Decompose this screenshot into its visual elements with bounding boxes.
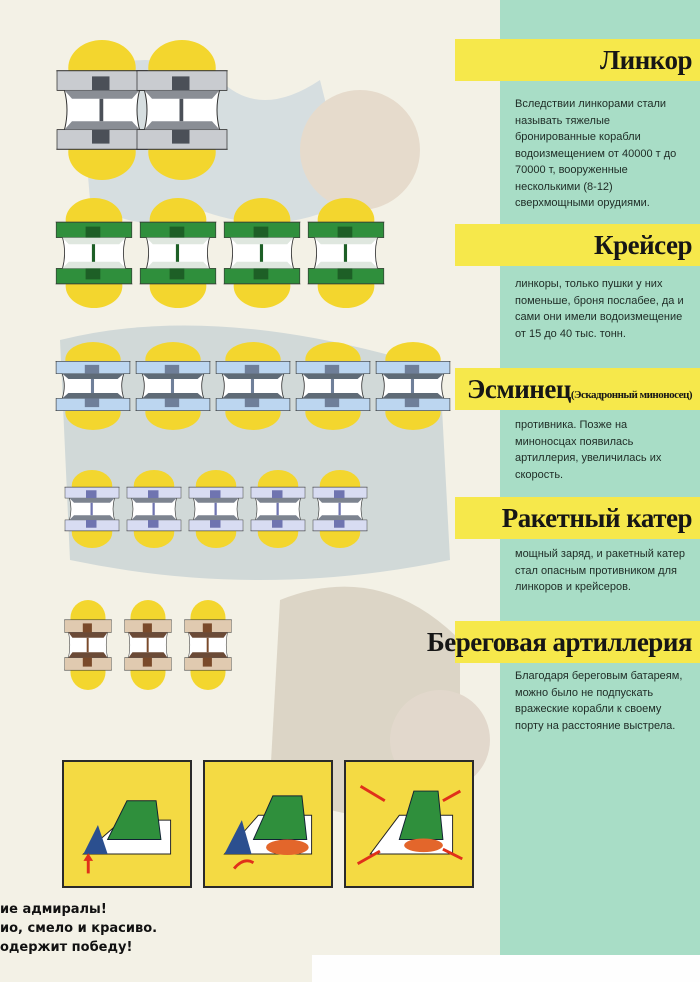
missile-boat-piece-art — [186, 470, 246, 548]
coastal-artillery-piece — [62, 600, 114, 690]
fold-step-1-illustration — [64, 762, 190, 886]
missile-boat-piece — [124, 470, 184, 548]
cruiser-piece — [220, 198, 304, 308]
coastal-artillery-piece-art — [122, 600, 174, 690]
missile-boat-piece-art — [62, 470, 122, 548]
heading-destroyer-text — [467, 374, 692, 405]
destroyer-piece-art — [292, 342, 374, 430]
fold-step-2-illustration — [205, 762, 331, 886]
destroyer-piece-art — [372, 342, 454, 430]
heading-cruiser-text: Крейсер — [594, 229, 692, 260]
instruction-panel-1 — [62, 760, 192, 888]
description-missile-boat: мощный заряд, и ракетный катер стал опасным противником для линкоров и крейсеров. — [515, 548, 685, 593]
slogan-text — [0, 900, 157, 957]
description-destroyer: противника. Позже на миноносцах появилась артиллерия, увеличилась их скорость. — [515, 419, 662, 481]
heading-missile-boat — [455, 497, 700, 539]
heading-battleship-text: Линкор — [600, 44, 692, 75]
missile-boat-piece-art — [310, 470, 370, 548]
missile-boat-piece — [248, 470, 308, 548]
coastal-artillery-piece-art — [182, 600, 234, 690]
slogan-line-3: одержит победу! — [0, 940, 133, 955]
instruction-panel-2 — [203, 760, 333, 888]
destroyer-subtitle: (Эскадронный миноносец) — [570, 388, 692, 401]
missile-boat-piece — [310, 470, 370, 548]
heading-coastal-artillery — [426, 621, 700, 663]
destroyer-piece — [52, 342, 134, 430]
cruiser-piece-art — [52, 198, 136, 308]
destroyer-title: Эсминец — [467, 373, 571, 404]
description-cruiser: линкоры, только пушки у них поменьше, броня послабее, да и сами они имели водоизмещение от 15 до 40 тыс. тонн. — [515, 278, 684, 340]
slogan-line-2: ио, смело и красиво. — [0, 921, 158, 936]
battleship-piece — [132, 40, 232, 180]
heading-cruiser — [455, 224, 700, 266]
instruction-panel-3 — [344, 760, 474, 888]
page-edge — [312, 955, 700, 982]
description-battleship: Вследствии линкорами стали называть тяжелые бронированные корабли водоизмещением от 40000 т до 70000 т, вооруженные несколькими (8-12) сверхмощными орудиями. — [515, 98, 677, 209]
cruiser-piece — [136, 198, 220, 308]
fold-step-3-illustration — [346, 762, 472, 886]
destroyer-piece — [132, 342, 214, 430]
heading-coastal-artillery-text: Береговая артиллерия — [426, 626, 692, 657]
destroyer-piece — [292, 342, 374, 430]
battleship-piece-art — [132, 40, 232, 180]
destroyer-piece-art — [212, 342, 294, 430]
coastal-artillery-piece — [182, 600, 234, 690]
destroyer-piece — [212, 342, 294, 430]
missile-boat-piece — [186, 470, 246, 548]
cruiser-piece-art — [220, 198, 304, 308]
cruiser-piece-art — [304, 198, 388, 308]
destroyer-piece-art — [132, 342, 214, 430]
cruiser-piece — [304, 198, 388, 308]
slogan-line-1: ие адмиралы! — [0, 902, 107, 917]
cruiser-piece-art — [136, 198, 220, 308]
description-coastal-artillery: Благодаря береговым батареям, можно было не подпускать вражеские корабли к своему порту на расстояние выстрела. — [515, 670, 683, 732]
cruiser-piece — [52, 198, 136, 308]
destroyer-piece-art — [52, 342, 134, 430]
missile-boat-piece — [62, 470, 122, 548]
missile-boat-piece-art — [248, 470, 308, 548]
heading-battleship — [455, 39, 700, 81]
destroyer-piece — [372, 342, 454, 430]
heading-missile-boat-text: Ракетный катер — [501, 502, 692, 533]
coastal-artillery-piece-art — [62, 600, 114, 690]
heading-destroyer — [455, 368, 700, 410]
coastal-artillery-piece — [122, 600, 174, 690]
missile-boat-piece-art — [124, 470, 184, 548]
